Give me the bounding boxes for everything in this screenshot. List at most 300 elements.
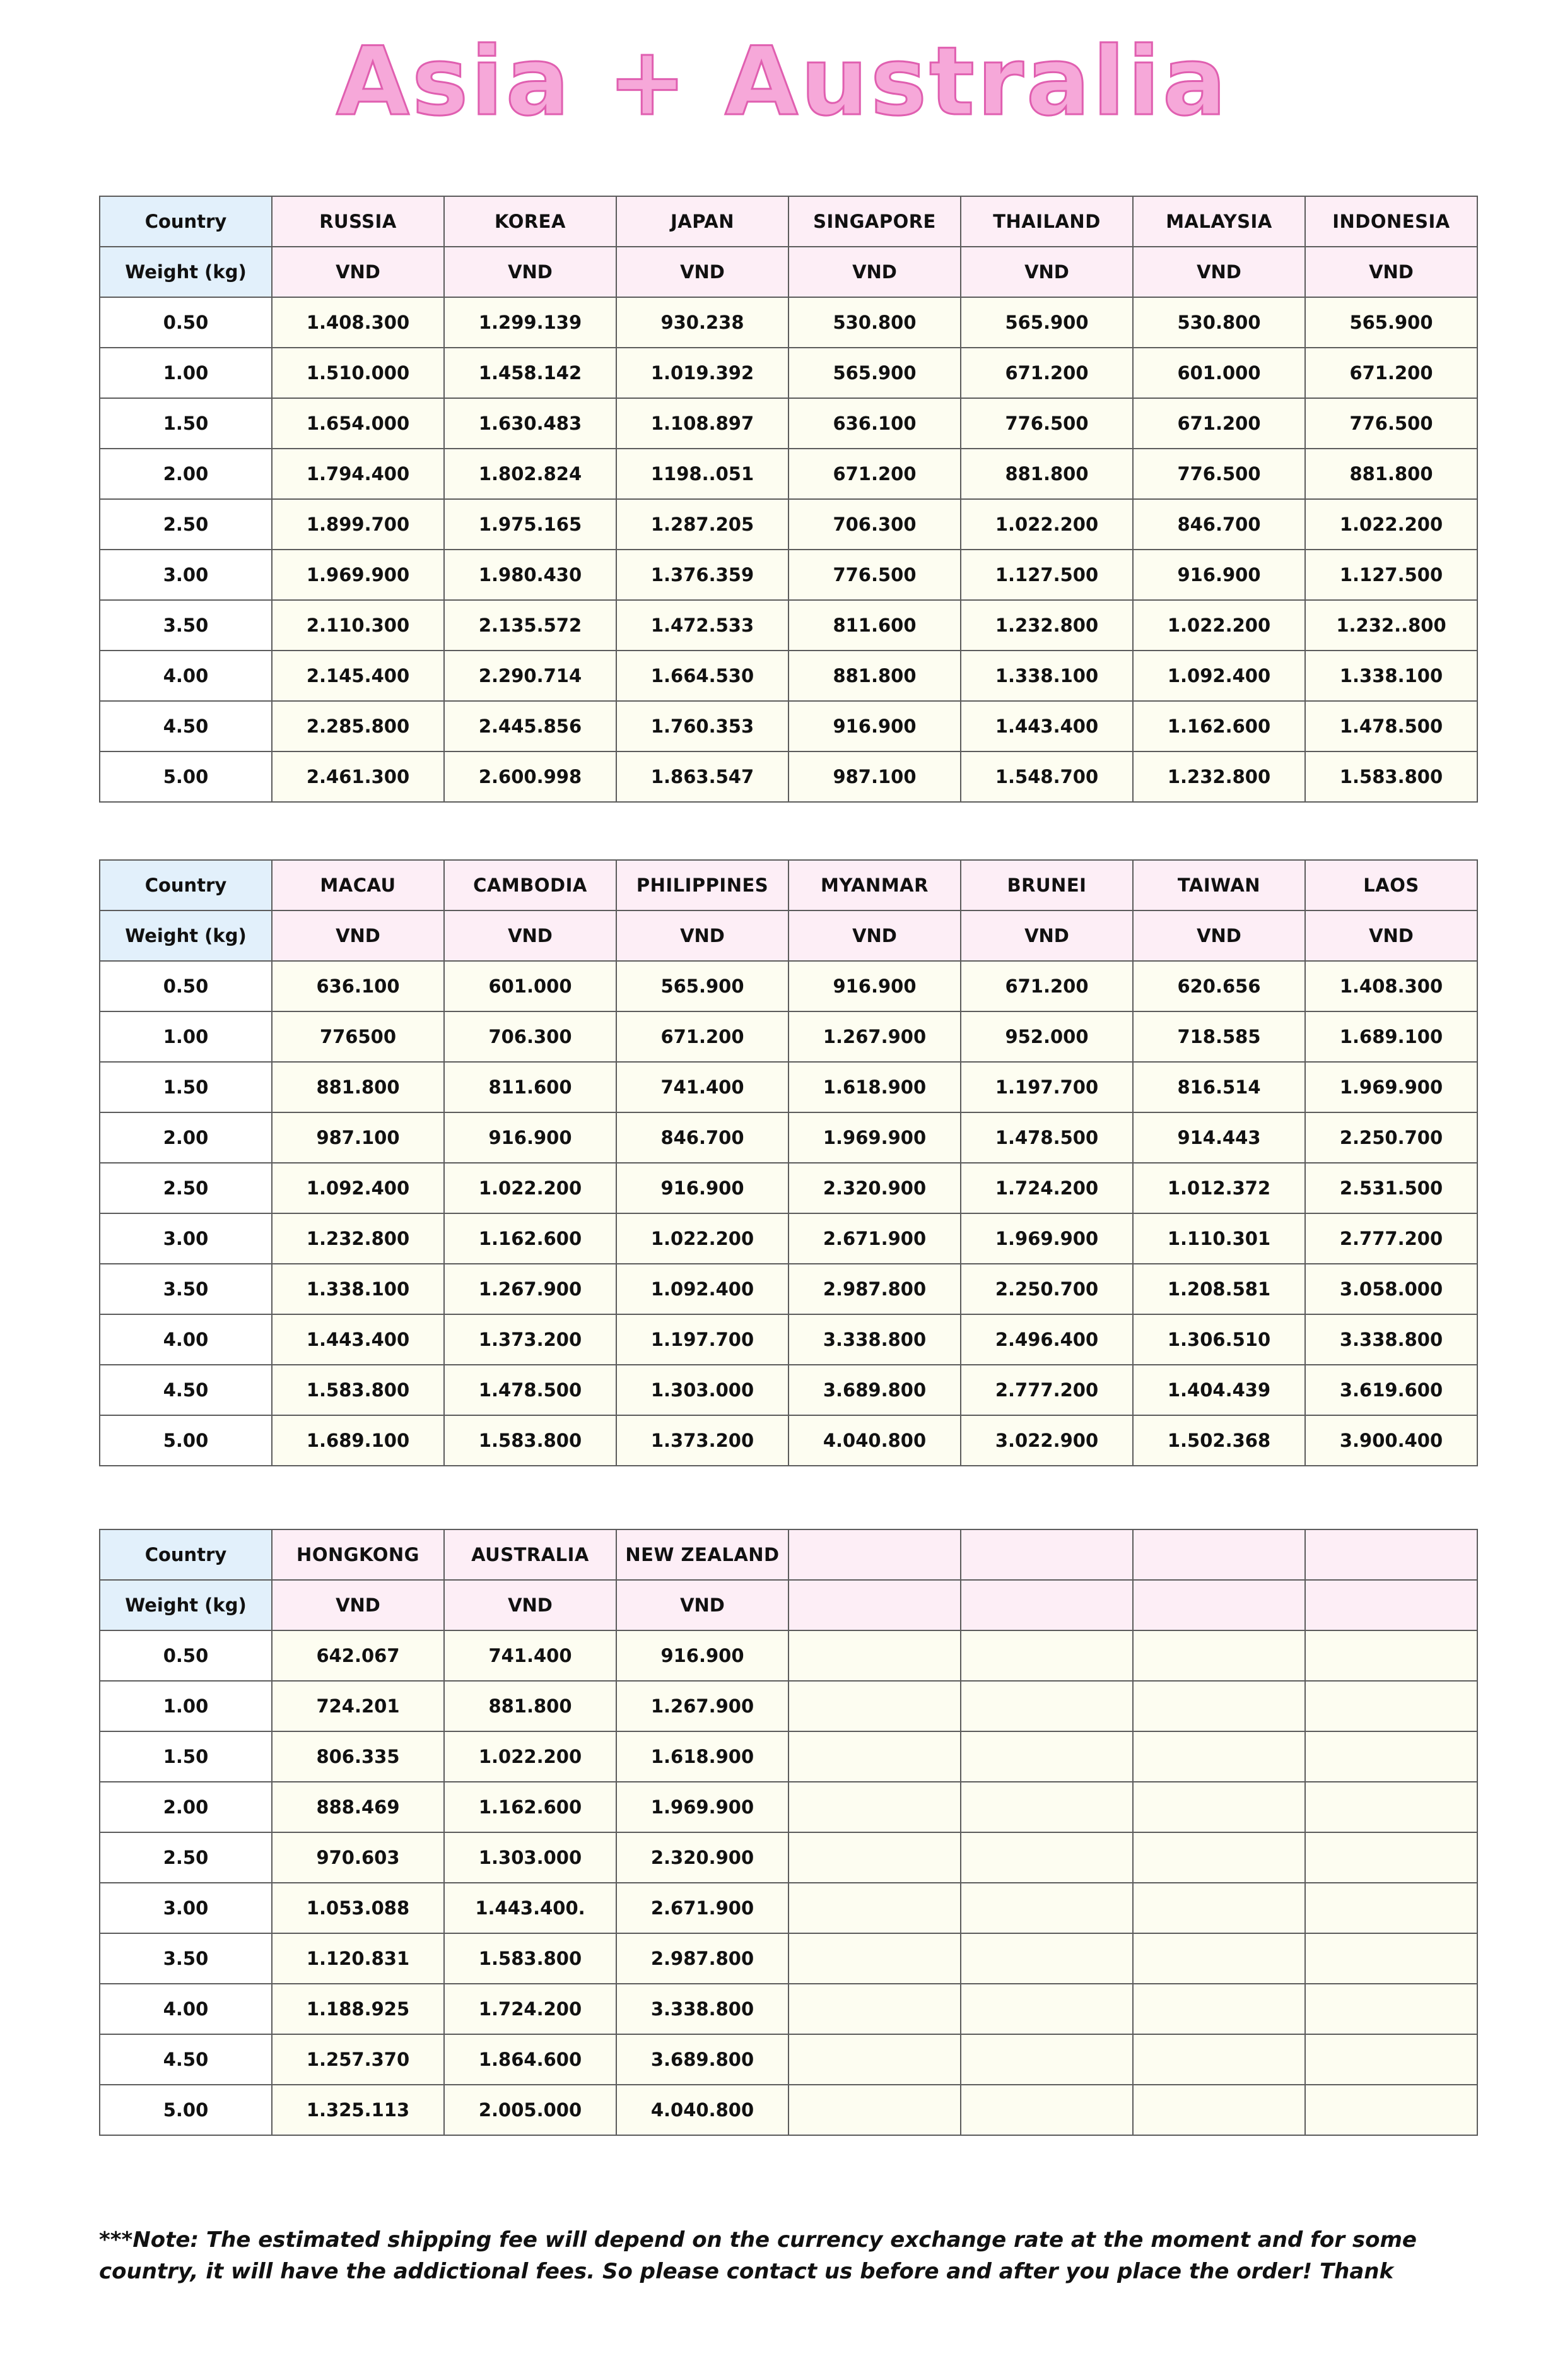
- price-cell: 565.900: [1305, 297, 1477, 348]
- price-cell: 1.053.088: [272, 1883, 444, 1933]
- price-cell: 1.443.400: [272, 1314, 444, 1365]
- price-cell: [788, 1933, 961, 1984]
- price-cell: [1305, 1832, 1477, 1883]
- price-cell: 1.478.500: [444, 1365, 616, 1415]
- currency-header: VND: [272, 247, 444, 297]
- price-cell: [1305, 1782, 1477, 1832]
- price-cell: 1.257.370: [272, 2034, 444, 2085]
- weight-cell: 0.50: [100, 961, 272, 1011]
- table-row: [100, 1264, 1477, 1314]
- country-header: [961, 1529, 1133, 1580]
- currency-header: VND: [616, 247, 788, 297]
- rate-table: [99, 196, 1478, 803]
- price-cell: 1.969.900: [272, 550, 444, 600]
- weight-cell: 4.50: [100, 1365, 272, 1415]
- price-cell: 601.000: [1133, 348, 1305, 398]
- currency-header: VND: [444, 1580, 616, 1630]
- price-cell: 1.724.200: [961, 1163, 1133, 1213]
- price-cell: 1.022.200: [444, 1731, 616, 1782]
- price-cell: 1.110.301: [1133, 1213, 1305, 1264]
- country-header: THAILAND: [961, 196, 1133, 247]
- country-header: [788, 1529, 961, 1580]
- price-cell: [1305, 1933, 1477, 1984]
- table-row: [100, 701, 1477, 751]
- currency-header: [961, 1580, 1133, 1630]
- weight-cell: 4.50: [100, 2034, 272, 2085]
- price-cell: [1305, 1630, 1477, 1681]
- unit-header-row: [100, 247, 1477, 297]
- country-header-row: [100, 196, 1477, 247]
- price-cell: 1.306.510: [1133, 1314, 1305, 1365]
- table-row: [100, 961, 1477, 1011]
- weight-cell: 4.50: [100, 701, 272, 751]
- price-cell: 1.338.100: [272, 1264, 444, 1314]
- price-cell: 1.618.900: [788, 1062, 961, 1112]
- price-cell: 530.800: [788, 297, 961, 348]
- price-cell: [961, 1630, 1133, 1681]
- weight-cell: 2.00: [100, 1782, 272, 1832]
- price-cell: 1.689.100: [1305, 1011, 1477, 1062]
- price-cell: 987.100: [272, 1112, 444, 1163]
- price-cell: 846.700: [616, 1112, 788, 1163]
- price-cell: 2.987.800: [788, 1264, 961, 1314]
- country-header: [1133, 1529, 1305, 1580]
- price-cell: 846.700: [1133, 499, 1305, 550]
- price-cell: 642.067: [272, 1630, 444, 1681]
- price-cell: [788, 1832, 961, 1883]
- price-cell: 916.900: [788, 961, 961, 1011]
- weight-cell: 2.00: [100, 449, 272, 499]
- price-cell: 1198..051: [616, 449, 788, 499]
- price-cell: 1.969.900: [1305, 1062, 1477, 1112]
- country-header: NEW ZEALAND: [616, 1529, 788, 1580]
- price-cell: 1.162.600: [444, 1213, 616, 1264]
- price-cell: [1133, 1832, 1305, 1883]
- price-cell: 671.200: [961, 961, 1133, 1011]
- price-cell: 636.100: [788, 398, 961, 449]
- price-cell: 530.800: [1133, 297, 1305, 348]
- currency-header: VND: [1133, 247, 1305, 297]
- price-cell: 2.135.572: [444, 600, 616, 651]
- price-cell: [1133, 1933, 1305, 1984]
- price-cell: 881.800: [788, 651, 961, 701]
- currency-header: VND: [444, 910, 616, 961]
- price-cell: 1.373.200: [616, 1415, 788, 1466]
- country-header: KOREA: [444, 196, 616, 247]
- price-cell: 1.408.300: [1305, 961, 1477, 1011]
- country-header: MALAYSIA: [1133, 196, 1305, 247]
- price-cell: 1.127.500: [1305, 550, 1477, 600]
- price-cell: 2.250.700: [1305, 1112, 1477, 1163]
- price-cell: [1305, 2085, 1477, 2135]
- price-cell: [961, 1832, 1133, 1883]
- price-cell: 706.300: [788, 499, 961, 550]
- price-cell: 881.800: [272, 1062, 444, 1112]
- table-row: [100, 1883, 1477, 1933]
- price-cell: 1.197.700: [616, 1314, 788, 1365]
- shipping-note: ***Note: The estimated shipping fee will depend on the currency exchange rate at the moment and for some country, it will have the addictional fees. So please contact us before and after you place the order! Thank: [99, 2227, 1417, 2284]
- price-cell: 4.040.800: [616, 2085, 788, 2135]
- price-cell: 1.863.547: [616, 751, 788, 802]
- price-cell: [961, 2034, 1133, 2085]
- table-row: [100, 398, 1477, 449]
- price-cell: 3.338.800: [1305, 1314, 1477, 1365]
- country-label: Country: [100, 196, 272, 247]
- price-cell: 1.092.400: [272, 1163, 444, 1213]
- country-header: RUSSIA: [272, 196, 444, 247]
- price-cell: 2.671.900: [788, 1213, 961, 1264]
- price-cell: 2.671.900: [616, 1883, 788, 1933]
- currency-header: [1133, 1580, 1305, 1630]
- price-cell: 1.303.000: [616, 1365, 788, 1415]
- country-label: Country: [100, 860, 272, 910]
- price-cell: 3.022.900: [961, 1415, 1133, 1466]
- price-cell: 2.600.998: [444, 751, 616, 802]
- price-cell: 1.120.831: [272, 1933, 444, 1984]
- price-cell: 1.583.800: [444, 1415, 616, 1466]
- price-cell: 881.800: [444, 1681, 616, 1731]
- price-cell: 881.800: [1305, 449, 1477, 499]
- price-cell: 3.058.000: [1305, 1264, 1477, 1314]
- price-cell: 2.005.000: [444, 2085, 616, 2135]
- price-cell: 1.267.900: [616, 1681, 788, 1731]
- price-cell: 741.400: [444, 1630, 616, 1681]
- price-cell: 1.618.900: [616, 1731, 788, 1782]
- price-cell: 2.461.300: [272, 751, 444, 802]
- weight-cell: 3.50: [100, 600, 272, 651]
- weight-cell: 3.50: [100, 1933, 272, 1984]
- price-cell: 1.510.000: [272, 348, 444, 398]
- table-row: [100, 1630, 1477, 1681]
- price-cell: 2.777.200: [961, 1365, 1133, 1415]
- unit-header-row: [100, 910, 1477, 961]
- price-cell: 3.338.800: [616, 1984, 788, 2034]
- unit-header-row: [100, 1580, 1477, 1630]
- weight-cell: 5.00: [100, 2085, 272, 2135]
- price-cell: 811.600: [788, 600, 961, 651]
- price-cell: 811.600: [444, 1062, 616, 1112]
- price-cell: [1305, 2034, 1477, 2085]
- country-header: TAIWAN: [1133, 860, 1305, 910]
- price-cell: 1.975.165: [444, 499, 616, 550]
- price-cell: 706.300: [444, 1011, 616, 1062]
- price-cell: [1133, 1731, 1305, 1782]
- price-cell: [1133, 1782, 1305, 1832]
- price-cell: 1.092.400: [1133, 651, 1305, 701]
- table-row: [100, 1213, 1477, 1264]
- price-cell: 1.478.500: [1305, 701, 1477, 751]
- price-cell: 1.232..800: [1305, 600, 1477, 651]
- price-cell: 724.201: [272, 1681, 444, 1731]
- price-cell: 1.548.700: [961, 751, 1133, 802]
- weight-label: Weight (kg): [100, 247, 272, 297]
- price-cell: 1.864.600: [444, 2034, 616, 2085]
- price-cell: 1.502.368: [1133, 1415, 1305, 1466]
- price-cell: 1.969.900: [961, 1213, 1133, 1264]
- country-header: INDONESIA: [1305, 196, 1477, 247]
- price-cell: 1.583.800: [272, 1365, 444, 1415]
- price-cell: 1.376.359: [616, 550, 788, 600]
- table-row: [100, 1163, 1477, 1213]
- price-cell: 1.208.581: [1133, 1264, 1305, 1314]
- price-cell: 1.794.400: [272, 449, 444, 499]
- country-header: [1305, 1529, 1477, 1580]
- price-cell: 1.583.800: [1305, 751, 1477, 802]
- country-header: PHILIPPINES: [616, 860, 788, 910]
- currency-header: VND: [616, 910, 788, 961]
- weight-cell: 3.00: [100, 1883, 272, 1933]
- price-cell: 970.603: [272, 1832, 444, 1883]
- price-cell: 3.689.800: [616, 2034, 788, 2085]
- currency-header: VND: [1305, 910, 1477, 961]
- price-cell: 671.200: [616, 1011, 788, 1062]
- currency-header: [788, 1580, 961, 1630]
- price-cell: 1.404.439: [1133, 1365, 1305, 1415]
- price-cell: 776500: [272, 1011, 444, 1062]
- table-row: [100, 449, 1477, 499]
- price-cell: 1.325.113: [272, 2085, 444, 2135]
- price-cell: 3.689.800: [788, 1365, 961, 1415]
- price-cell: 741.400: [616, 1062, 788, 1112]
- price-cell: 1.654.000: [272, 398, 444, 449]
- price-cell: 987.100: [788, 751, 961, 802]
- price-cell: [788, 1782, 961, 1832]
- price-cell: 914.443: [1133, 1112, 1305, 1163]
- price-cell: 1.583.800: [444, 1933, 616, 1984]
- table-row: [100, 550, 1477, 600]
- price-cell: 2.285.800: [272, 701, 444, 751]
- price-cell: 2.320.900: [788, 1163, 961, 1213]
- weight-cell: 2.50: [100, 1832, 272, 1883]
- price-cell: 671.200: [1133, 398, 1305, 449]
- price-cell: 1.022.200: [1305, 499, 1477, 550]
- currency-header: VND: [1305, 247, 1477, 297]
- price-cell: 2.445.856: [444, 701, 616, 751]
- price-cell: [1133, 1883, 1305, 1933]
- price-cell: 718.585: [1133, 1011, 1305, 1062]
- table-row: [100, 651, 1477, 701]
- table-row: [100, 1731, 1477, 1782]
- table-row: [100, 1681, 1477, 1731]
- price-cell: 565.900: [788, 348, 961, 398]
- table-row: [100, 1984, 1477, 2034]
- country-header: LAOS: [1305, 860, 1477, 910]
- price-cell: 1.760.353: [616, 701, 788, 751]
- price-cell: [788, 1681, 961, 1731]
- price-cell: 2.777.200: [1305, 1213, 1477, 1264]
- country-header: MYANMAR: [788, 860, 961, 910]
- weight-cell: 0.50: [100, 1630, 272, 1681]
- price-cell: 1.338.100: [1305, 651, 1477, 701]
- price-cell: [1133, 2034, 1305, 2085]
- price-cell: 1.980.430: [444, 550, 616, 600]
- price-cell: 3.900.400: [1305, 1415, 1477, 1466]
- price-cell: 1.232.800: [961, 600, 1133, 651]
- currency-header: VND: [1133, 910, 1305, 961]
- price-cell: [1133, 2085, 1305, 2135]
- price-cell: 1.162.600: [1133, 701, 1305, 751]
- rate-table: [99, 859, 1478, 1466]
- price-cell: [1305, 1731, 1477, 1782]
- weight-cell: 3.00: [100, 1213, 272, 1264]
- price-cell: [1133, 1984, 1305, 2034]
- price-cell: 1.299.139: [444, 297, 616, 348]
- price-cell: 930.238: [616, 297, 788, 348]
- price-cell: 1.188.925: [272, 1984, 444, 2034]
- price-cell: 888.469: [272, 1782, 444, 1832]
- price-cell: 1.630.483: [444, 398, 616, 449]
- price-cell: [1133, 1630, 1305, 1681]
- price-cell: 1.232.800: [272, 1213, 444, 1264]
- price-cell: 671.200: [788, 449, 961, 499]
- price-cell: 916.900: [788, 701, 961, 751]
- price-cell: 776.500: [1133, 449, 1305, 499]
- table-row: [100, 600, 1477, 651]
- price-cell: 1.012.372: [1133, 1163, 1305, 1213]
- weight-cell: 4.00: [100, 1314, 272, 1365]
- table-row: [100, 1415, 1477, 1466]
- price-cell: 1.022.200: [961, 499, 1133, 550]
- price-cell: 1.478.500: [961, 1112, 1133, 1163]
- weight-cell: 1.00: [100, 1681, 272, 1731]
- country-header: AUSTRALIA: [444, 1529, 616, 1580]
- price-cell: 1.724.200: [444, 1984, 616, 2034]
- price-cell: 1.802.824: [444, 449, 616, 499]
- price-cell: 776.500: [1305, 398, 1477, 449]
- price-cell: 1.162.600: [444, 1782, 616, 1832]
- weight-cell: 0.50: [100, 297, 272, 348]
- price-cell: 1.443.400.: [444, 1883, 616, 1933]
- price-cell: 1.303.000: [444, 1832, 616, 1883]
- table-row: [100, 751, 1477, 802]
- price-cell: [788, 1984, 961, 2034]
- currency-header: VND: [272, 910, 444, 961]
- price-cell: 916.900: [616, 1163, 788, 1213]
- price-cell: 916.900: [1133, 550, 1305, 600]
- price-cell: [788, 1731, 961, 1782]
- price-cell: [1133, 1681, 1305, 1731]
- price-cell: 1.443.400: [961, 701, 1133, 751]
- price-cell: 1.022.200: [1133, 600, 1305, 651]
- rate-table: [99, 1529, 1478, 2136]
- price-cell: 3.338.800: [788, 1314, 961, 1365]
- price-cell: 2.496.400: [961, 1314, 1133, 1365]
- price-cell: 1.408.300: [272, 297, 444, 348]
- weight-cell: 3.50: [100, 1264, 272, 1314]
- country-header: CAMBODIA: [444, 860, 616, 910]
- price-cell: 952.000: [961, 1011, 1133, 1062]
- price-cell: 1.092.400: [616, 1264, 788, 1314]
- price-cell: 1.019.392: [616, 348, 788, 398]
- weight-cell: 2.00: [100, 1112, 272, 1163]
- price-cell: [961, 1681, 1133, 1731]
- weight-cell: 2.50: [100, 499, 272, 550]
- country-header: SINGAPORE: [788, 196, 961, 247]
- price-cell: 2.987.800: [616, 1933, 788, 1984]
- price-cell: 3.619.600: [1305, 1365, 1477, 1415]
- price-cell: 1.689.100: [272, 1415, 444, 1466]
- price-cell: 1.267.900: [444, 1264, 616, 1314]
- country-header: BRUNEI: [961, 860, 1133, 910]
- price-cell: 1.022.200: [616, 1213, 788, 1264]
- country-label: Country: [100, 1529, 272, 1580]
- weight-cell: 1.50: [100, 398, 272, 449]
- price-cell: 1.267.900: [788, 1011, 961, 1062]
- table-row: [100, 499, 1477, 550]
- price-cell: 776.500: [961, 398, 1133, 449]
- price-cell: 881.800: [961, 449, 1133, 499]
- price-cell: [788, 2034, 961, 2085]
- currency-header: VND: [961, 910, 1133, 961]
- price-cell: 1.969.900: [788, 1112, 961, 1163]
- price-cell: 916.900: [444, 1112, 616, 1163]
- weight-cell: 2.50: [100, 1163, 272, 1213]
- country-header: HONGKONG: [272, 1529, 444, 1580]
- price-cell: [1305, 1681, 1477, 1731]
- table-row: [100, 1314, 1477, 1365]
- price-cell: 2.531.500: [1305, 1163, 1477, 1213]
- price-cell: 636.100: [272, 961, 444, 1011]
- weight-label: Weight (kg): [100, 1580, 272, 1630]
- currency-header: [1305, 1580, 1477, 1630]
- currency-header: VND: [788, 247, 961, 297]
- price-cell: [788, 2085, 961, 2135]
- currency-header: VND: [272, 1580, 444, 1630]
- price-cell: 816.514: [1133, 1062, 1305, 1112]
- price-cell: 620.656: [1133, 961, 1305, 1011]
- price-cell: 1.664.530: [616, 651, 788, 701]
- price-cell: [961, 2085, 1133, 2135]
- price-cell: [961, 1782, 1133, 1832]
- price-cell: 1.232.800: [1133, 751, 1305, 802]
- country-header: MACAU: [272, 860, 444, 910]
- currency-header: VND: [961, 247, 1133, 297]
- weight-cell: 3.00: [100, 550, 272, 600]
- price-cell: 671.200: [961, 348, 1133, 398]
- table-row: [100, 1062, 1477, 1112]
- price-cell: 916.900: [616, 1630, 788, 1681]
- weight-cell: 4.00: [100, 651, 272, 701]
- weight-cell: 1.00: [100, 1011, 272, 1062]
- table-row: [100, 1011, 1477, 1062]
- country-header-row: [100, 1529, 1477, 1580]
- price-cell: [961, 1883, 1133, 1933]
- price-cell: 1.287.205: [616, 499, 788, 550]
- price-cell: [961, 1933, 1133, 1984]
- currency-header: VND: [444, 247, 616, 297]
- page-title: Asia + Australia: [336, 27, 1229, 137]
- price-cell: 1.108.897: [616, 398, 788, 449]
- table-row: [100, 1112, 1477, 1163]
- price-cell: 1.373.200: [444, 1314, 616, 1365]
- currency-header: VND: [616, 1580, 788, 1630]
- weight-cell: 1.00: [100, 348, 272, 398]
- price-cell: 2.320.900: [616, 1832, 788, 1883]
- price-cell: 776.500: [788, 550, 961, 600]
- table-row: [100, 1832, 1477, 1883]
- weight-label: Weight (kg): [100, 910, 272, 961]
- price-cell: [788, 1883, 961, 1933]
- price-cell: 806.335: [272, 1731, 444, 1782]
- price-cell: 2.145.400: [272, 651, 444, 701]
- price-cell: 1.969.900: [616, 1782, 788, 1832]
- price-cell: 1.338.100: [961, 651, 1133, 701]
- weight-cell: 4.00: [100, 1984, 272, 2034]
- price-cell: 1.022.200: [444, 1163, 616, 1213]
- table-row: [100, 297, 1477, 348]
- price-cell: [1305, 1883, 1477, 1933]
- table-row: [100, 348, 1477, 398]
